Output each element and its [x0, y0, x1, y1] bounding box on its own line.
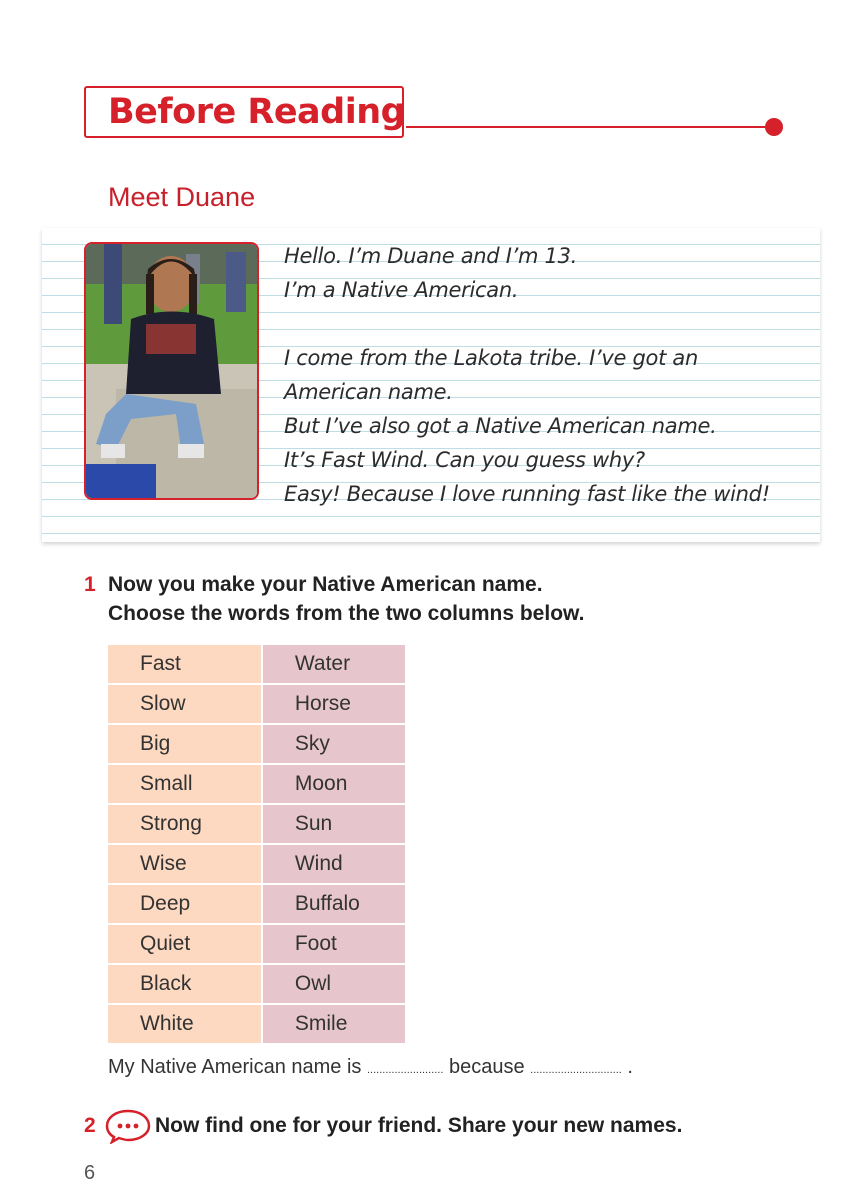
section-header-box — [84, 86, 404, 138]
adjective-cell[interactable]: White — [108, 1004, 262, 1044]
notebook-line-4: American name. — [284, 380, 453, 404]
notebook-line-5: But I’ve also got a Native American name. — [284, 414, 717, 438]
adjective-cell[interactable]: Quiet — [108, 924, 262, 964]
table-row — [108, 1004, 405, 1044]
noun-cell[interactable]: Wind — [262, 844, 405, 884]
exercise-1-instruction-line2: Choose the words from the two columns below. — [108, 602, 585, 625]
noun-cell[interactable]: Buffalo — [262, 884, 405, 924]
table-row — [108, 964, 405, 1004]
exercise-2-instruction: Now find one for your friend. Share your new names. — [155, 1114, 683, 1137]
page-number: 6 — [84, 1162, 96, 1184]
section-title: Meet Duane — [108, 182, 256, 212]
notebook-line-1: Hello. I’m Duane and I’m 13. — [284, 244, 578, 268]
word-columns-table — [108, 645, 405, 1045]
notebook-line-3: I come from the Lakota tribe. I’ve got an — [284, 346, 698, 370]
duane-photo — [84, 242, 259, 500]
table-row — [108, 684, 405, 724]
speech-bubble-icon — [104, 1108, 152, 1149]
noun-cell[interactable]: Foot — [262, 924, 405, 964]
page-title: Before Reading — [108, 92, 406, 132]
noun-cell[interactable]: Water — [262, 645, 405, 684]
table-row — [108, 645, 405, 684]
table-row — [108, 724, 405, 764]
sentence-part1: My Native American name is — [108, 1056, 362, 1078]
header-dot — [765, 118, 783, 136]
reason-blank[interactable]: .............................. — [530, 1064, 622, 1076]
exercise-1-number: 1 — [84, 573, 96, 596]
table-row — [108, 804, 405, 844]
adjective-cell[interactable]: Small — [108, 764, 262, 804]
adjective-cell[interactable]: Deep — [108, 884, 262, 924]
noun-cell[interactable]: Sun — [262, 804, 405, 844]
noun-cell[interactable]: Smile — [262, 1004, 405, 1044]
notebook-line-2: I’m a Native American. — [284, 278, 519, 302]
adjective-cell[interactable]: Fast — [108, 645, 262, 684]
noun-cell[interactable]: Sky — [262, 724, 405, 764]
adjective-cell[interactable]: Wise — [108, 844, 262, 884]
adjective-cell[interactable]: Strong — [108, 804, 262, 844]
adjective-cell[interactable]: Big — [108, 724, 262, 764]
name-blank[interactable]: ......................... — [366, 1064, 444, 1076]
noun-cell[interactable]: Moon — [262, 764, 405, 804]
notebook-line-6: It’s Fast Wind. Can you guess why? — [284, 448, 645, 472]
noun-cell[interactable]: Owl — [262, 964, 405, 1004]
sentence-part2: because — [448, 1056, 525, 1078]
table-row — [108, 924, 405, 964]
table-row — [108, 844, 405, 884]
notebook-line-7: Easy! Because I love running fast like the wind! — [284, 482, 770, 506]
noun-cell[interactable]: Horse — [262, 684, 405, 724]
exercise-1-instruction-line1: Now you make your Native American name. — [108, 573, 543, 596]
sentence-end: . — [627, 1056, 633, 1078]
header-rule — [406, 126, 774, 128]
adjective-cell[interactable]: Black — [108, 964, 262, 1004]
name-sentence — [108, 1056, 633, 1079]
exercise-2-number: 2 — [84, 1114, 96, 1137]
table-row — [108, 884, 405, 924]
adjective-cell[interactable]: Slow — [108, 684, 262, 724]
table-row — [108, 764, 405, 804]
